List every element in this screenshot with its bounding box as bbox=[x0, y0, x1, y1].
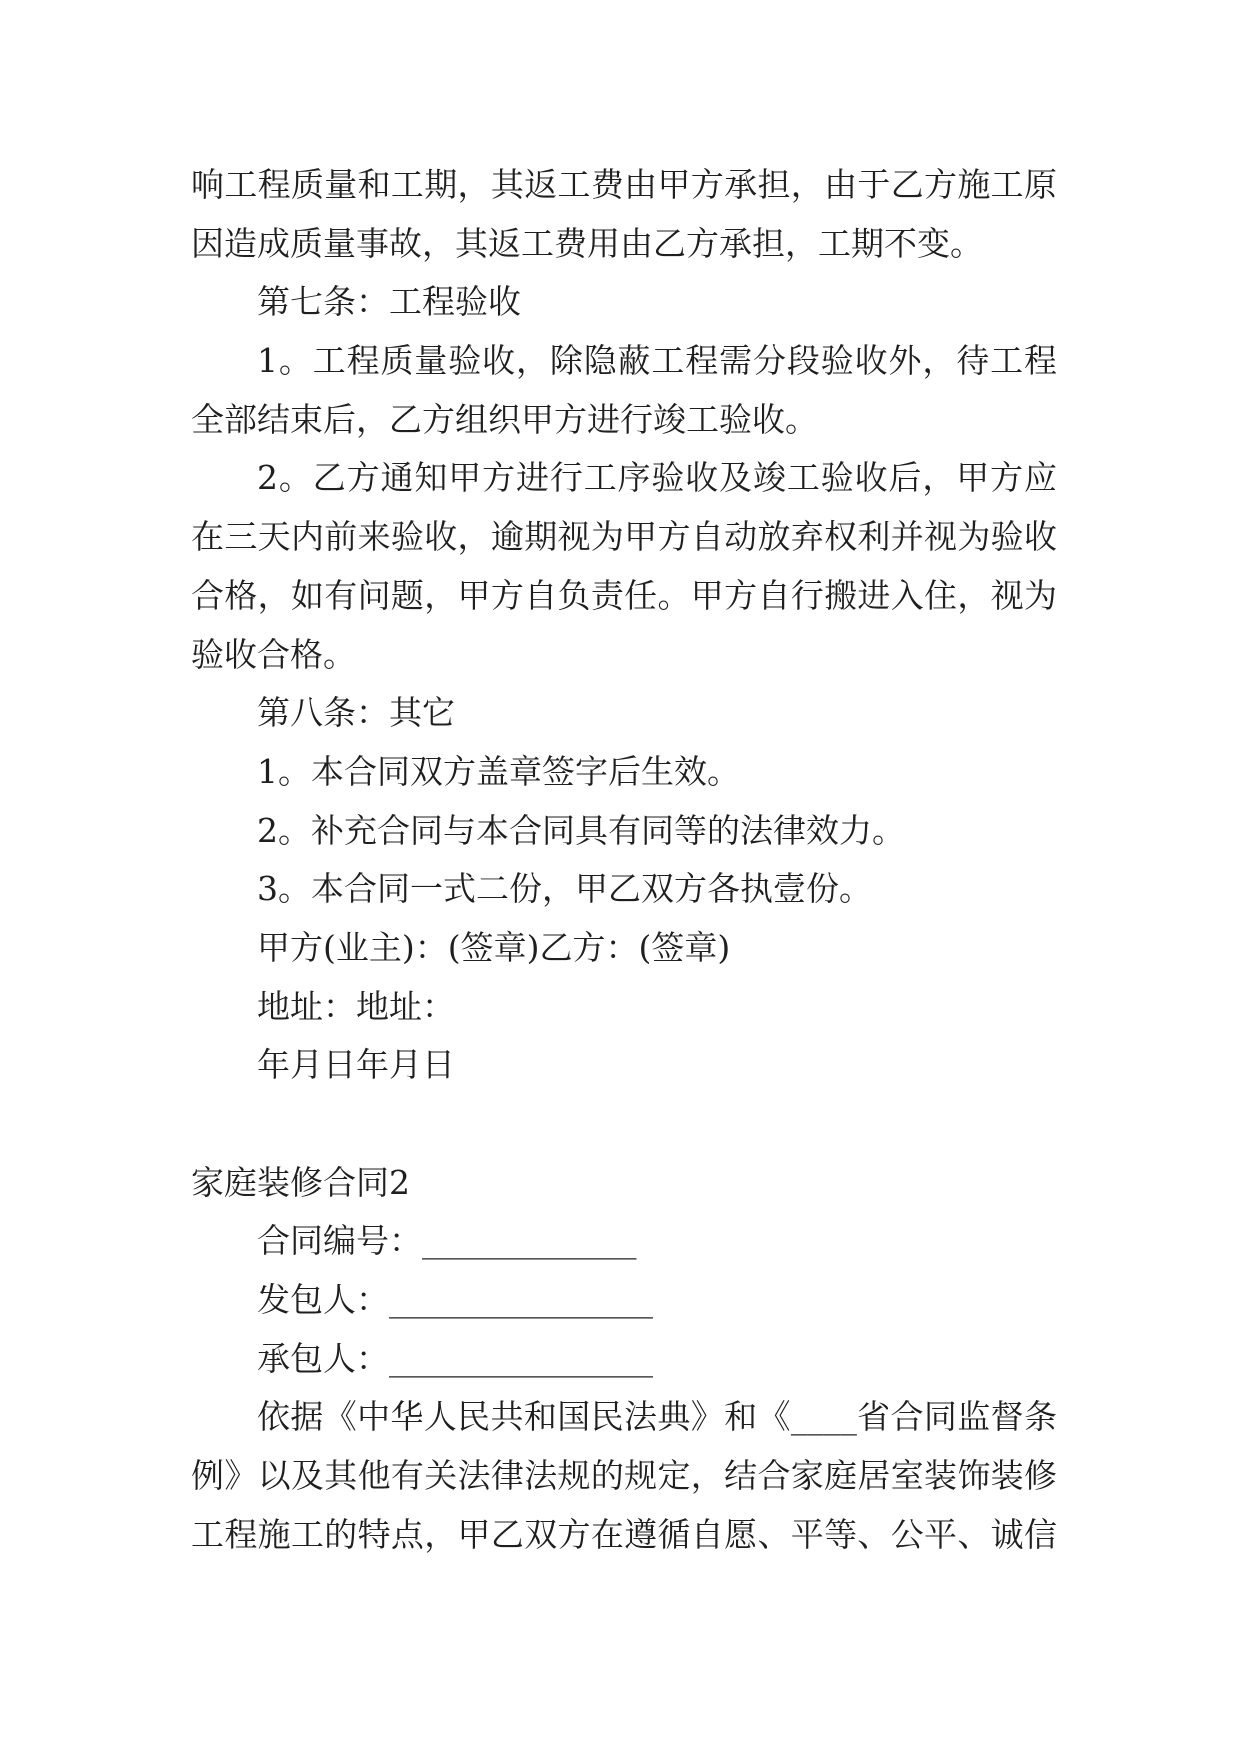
section-spacer bbox=[191, 1095, 1057, 1154]
document-page bbox=[191, 156, 1057, 1565]
signature-block bbox=[191, 919, 1057, 1095]
paragraph-line: 1。工程质量验收，除隐蔽工程需分段验收外，待工程 bbox=[257, 341, 1057, 381]
paragraph-line: 全部结束后，乙方组织甲方进行竣工验收。 bbox=[191, 399, 818, 439]
article-8-heading: 第八条：其它 bbox=[257, 693, 455, 733]
contractor-field: 承包人：________________ bbox=[257, 1338, 653, 1378]
paragraph-line: 2。乙方通知甲方进行工序验收及竣工验收后，甲方应 bbox=[257, 458, 1057, 498]
contract-number-field: 合同编号：_____________ bbox=[257, 1221, 637, 1261]
paragraph-line: 在三天内前来验收，逾期视为甲方自动放弃权利并视为验收 bbox=[191, 517, 1057, 557]
employer-field: 发包人：________________ bbox=[257, 1280, 653, 1320]
paragraph-line: 例》以及其他有关法律法规的规定，结合家庭居室装饰装修 bbox=[191, 1456, 1057, 1496]
article-8-item-3: 3。本合同一式二份，甲乙双方各执壹份。 bbox=[257, 869, 872, 909]
paragraph-line: 验收合格。 bbox=[191, 634, 356, 674]
paragraph-line: 因造成质量事故，其返工费用由乙方承担，工期不变。 bbox=[191, 223, 983, 263]
article-8-item-2: 2。补充合同与本合同具有同等的法律效力。 bbox=[257, 810, 905, 850]
article-7-item-1 bbox=[191, 332, 1057, 449]
signature-parties: 甲方(业主)：(签章)乙方：(签章) bbox=[257, 927, 731, 967]
article-7-heading: 第七条：工程验收 bbox=[257, 282, 521, 322]
article-8-item-1: 1。本合同双方盖章签字后生效。 bbox=[257, 751, 740, 791]
paragraph-line: 响工程质量和工期，其返工费由甲方承担，由于乙方施工原 bbox=[191, 165, 1057, 204]
paragraph-line: 工程施工的特点，甲乙双方在遵循自愿、平等、公平、诚信 bbox=[191, 1514, 1057, 1554]
article-8 bbox=[191, 684, 1057, 919]
article-7-item-2 bbox=[191, 449, 1057, 684]
contract-2 bbox=[191, 1154, 1057, 1565]
contract-2-title: 家庭装修合同2 bbox=[191, 1162, 410, 1202]
paragraph-line: 依据《中华人民共和国民法典》和《____省合同监督条 bbox=[257, 1397, 1057, 1437]
signature-address: 地址：地址： bbox=[257, 986, 455, 1026]
continued-paragraph bbox=[191, 156, 1057, 273]
article-7 bbox=[191, 273, 1057, 684]
signature-date: 年月日年月日 bbox=[257, 1045, 455, 1085]
contract-2-preamble bbox=[191, 1388, 1057, 1564]
paragraph-line: 合格，如有问题，甲方自负责任。甲方自行搬进入住，视为 bbox=[191, 575, 1057, 615]
